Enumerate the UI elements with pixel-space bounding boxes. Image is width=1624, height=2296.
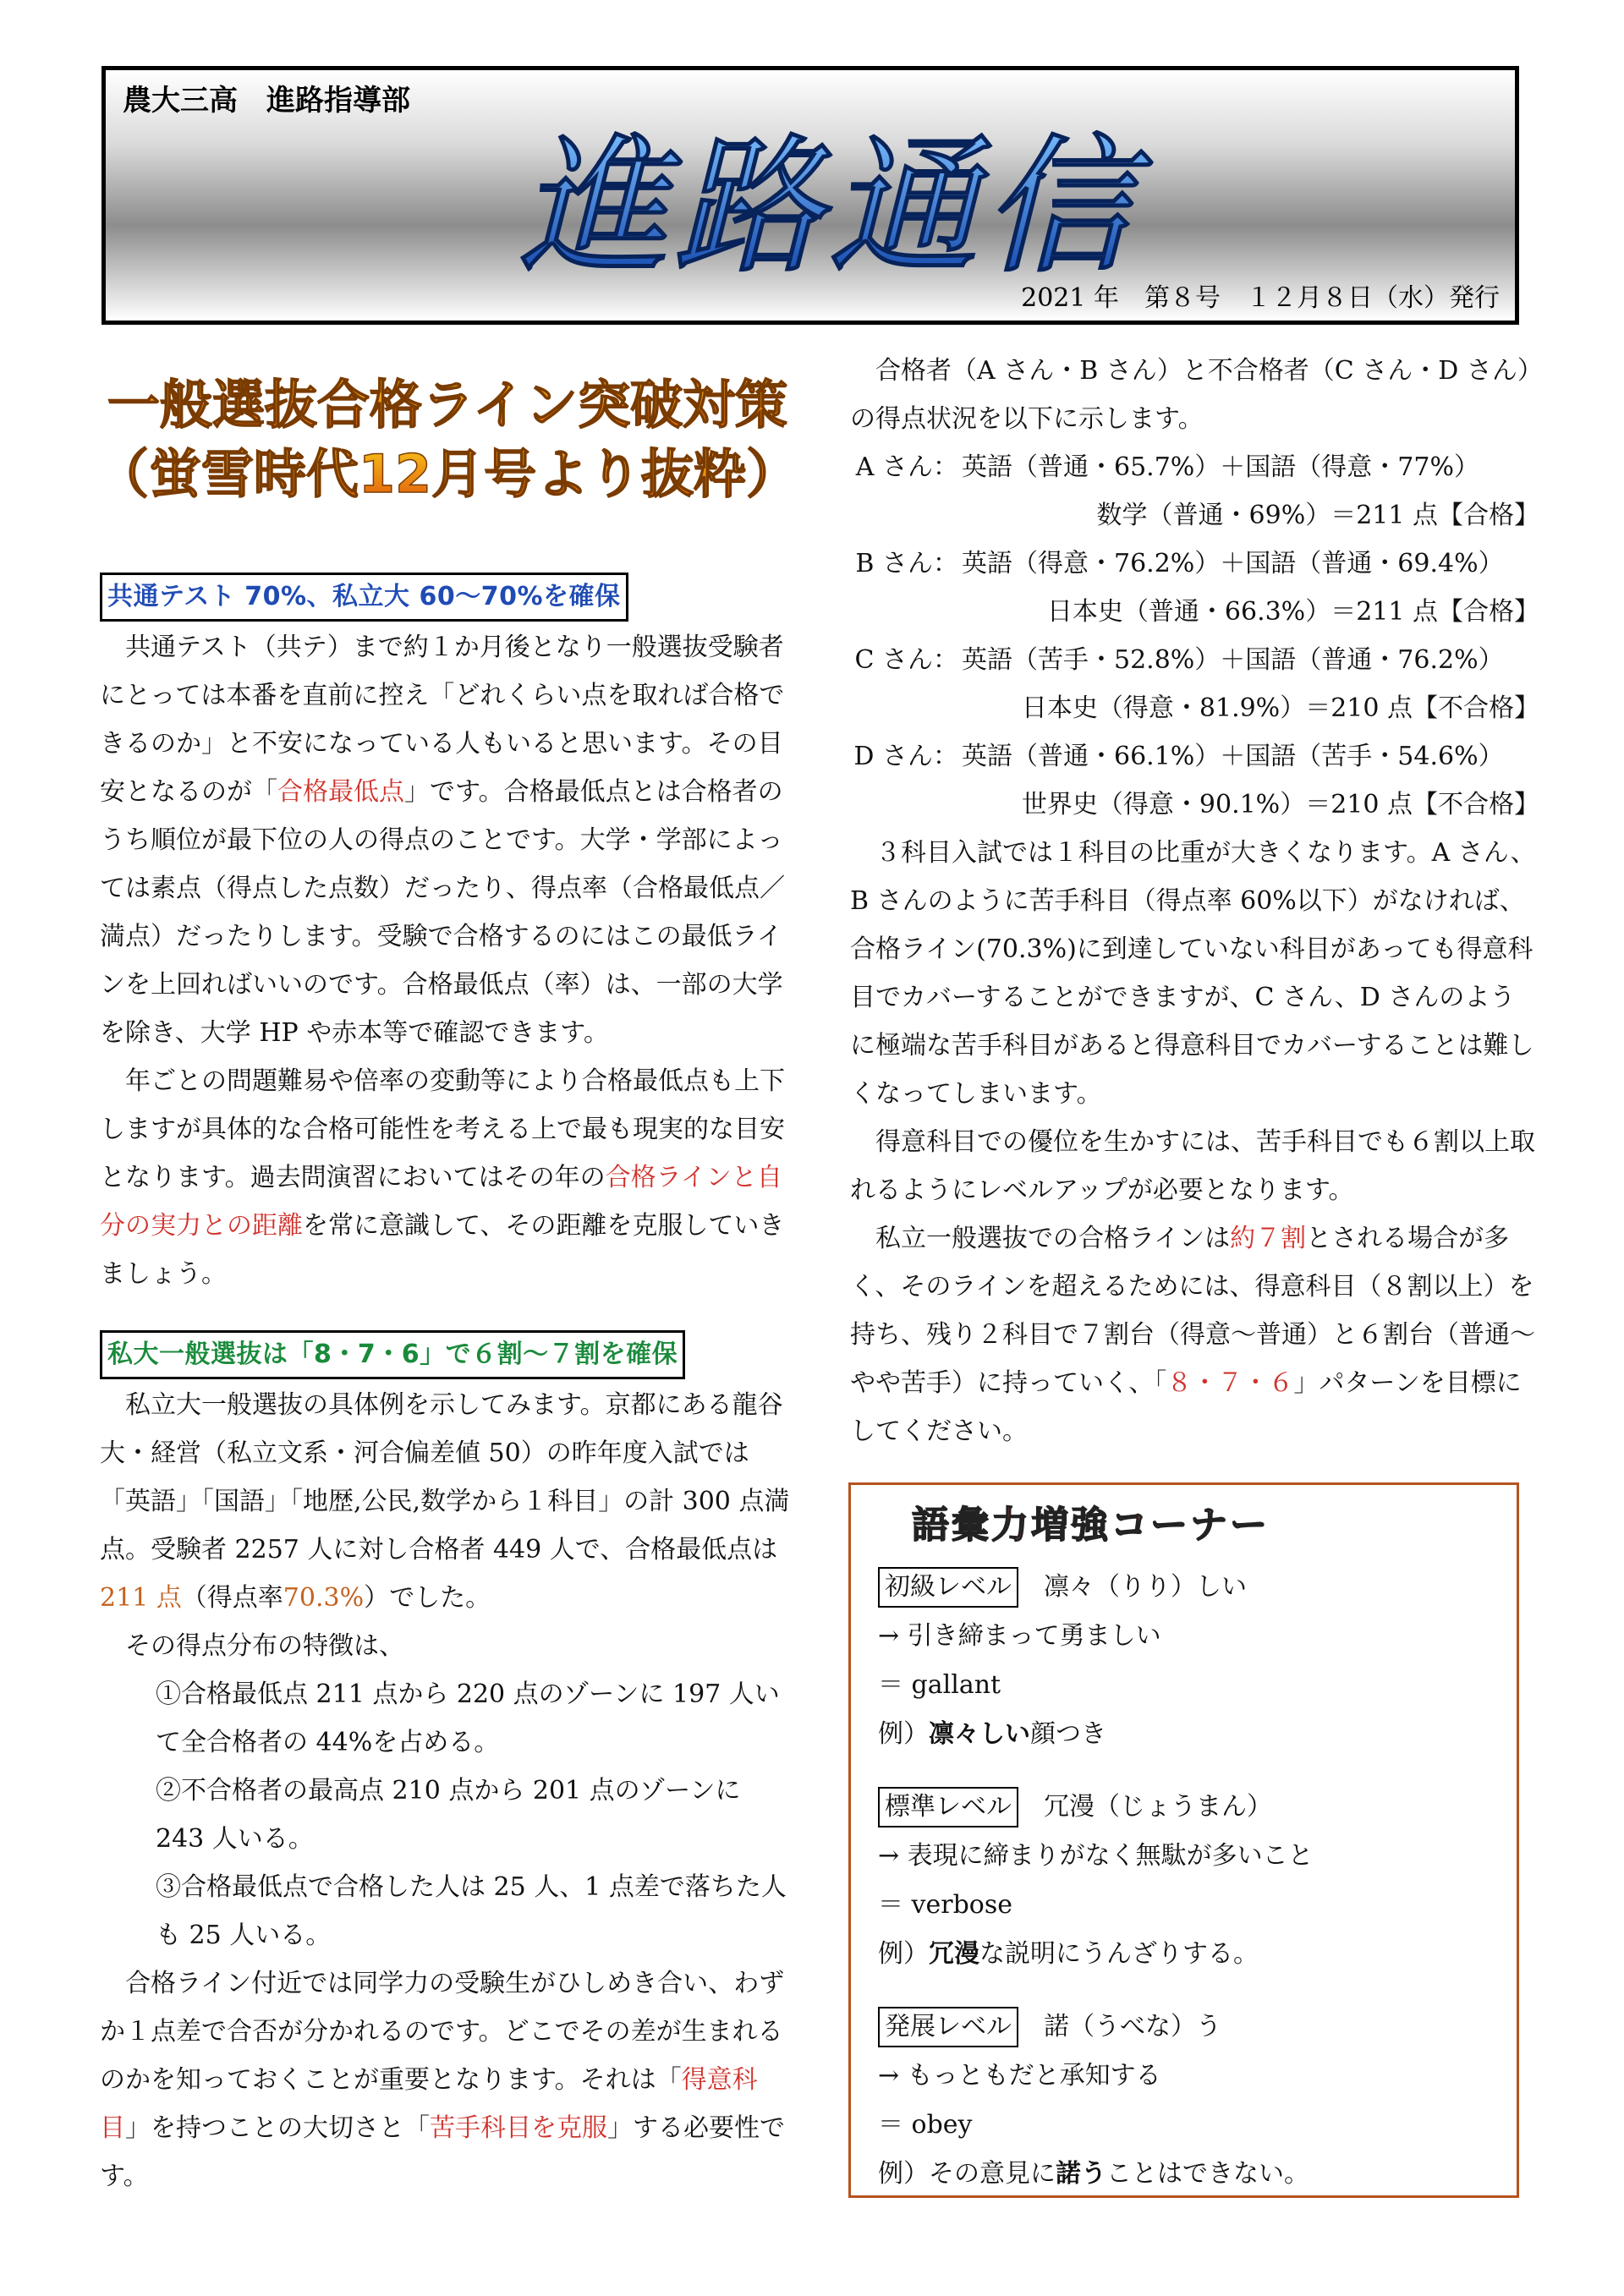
- right-paragraph3: 私立一般選抜での合格ラインは約７割とされる場合が多く、そのラインを超えるためには、得意科目（８割以上）を持ち、残り２科目で７割台（得意～普通）と６割台（普通～やや苦手）に持っていく、「８・７・６」パターンを目標にしてください。: [850, 1224, 1535, 1446]
- section2-heading: 私大一般選抜は「8・7・6」で６割～７割を確保: [100, 1330, 685, 1379]
- vocab-example: 例）凛々しい顔つき: [878, 1719, 1106, 1749]
- section2-paragraph1: 私立大一般選抜の具体例を示してみます。京都にある龍谷大・経営（私立文系・河合偏差値 50）の昨年度入試では「英語」「国語」「地歴,公民,数学から１科目」の計 300 点満点。受験者 2257 人に対し合格者 449 人で、合格最低点は211 点（得点率70.3%）でした。: [100, 1390, 790, 1613]
- case-c: C さん： 英語（苦手・52.8%）＋国語（普通・76.2%） 日本史（得意・81.9%）＝210 点【不合格】: [854, 645, 1539, 723]
- right-intro: 合格者（A さん・B さん）と不合格者（C さん・D さん）の得点状況を以下に示します。: [850, 356, 1530, 434]
- masthead-banner: [102, 66, 1519, 325]
- vocab-body: [878, 1563, 1314, 2222]
- case-a: A さん： 英語（普通・65.7%）＋国語（得意・77%） 数学（普通・69%）＝211 点【合格】: [855, 452, 1539, 530]
- masthead-title: [406, 114, 1252, 292]
- highlight-minimum-score: 合格最低点: [277, 777, 404, 807]
- level-badge: 標準レベル: [878, 1787, 1018, 1827]
- left-column: [96, 355, 798, 2200]
- feature-title: [96, 355, 798, 524]
- issue-info: 2021 年 第８号 １２月８日（水）発行: [1021, 283, 1500, 313]
- section1-heading: 共通テスト 70%、私立大 60～70%を確保: [100, 573, 628, 622]
- org-name: 農大三高 進路指導部: [123, 84, 410, 118]
- vocab-corner: [848, 1482, 1519, 2198]
- case-b: B さん： 英語（得意・76.2%）＋国語（普通・69.4%） 日本史（普通・66.3%）＝211 点【合格】: [855, 549, 1539, 627]
- vocab-example: 例）冗漫な説明にうんざりする。: [878, 1939, 1259, 1969]
- vocab-group-standard: [878, 1783, 1314, 1979]
- vocab-english: ＝ obey: [878, 2110, 973, 2140]
- masthead-text: 進路通信: [519, 122, 1138, 292]
- vocab-example: 例）その意見に諾うことはできない。: [878, 2159, 1309, 2189]
- vocab-meaning: → 引き締まって勇ましい: [878, 1621, 1161, 1651]
- highlight-distance: 合格ラインと自分の実力との距離: [100, 1163, 782, 1241]
- section2-paragraph3: 合格ライン付近では同学力の受験生がひしめき合い、わずか１点差で合否が分かれるのです。どこでその差が生まれるのかを知っておくことが重要となります。それは「得意科目」を持つことの大切さと「苦手科目を克服」する必要性です。: [100, 1969, 785, 2191]
- vocab-word: 冗漫（じょうまん）: [1044, 1792, 1272, 1822]
- right-paragraph1: ３科目入試では１科目の比重が大きくなります。A さん、B さんのように苦手科目（得点率 60%以下）がなければ、合格ライン(70.3%)に到達していない科目があっても得意科目でカバーすることができますが、C さん、D さんのように極端な苦手科目があると得意科目でカバーすることは難しくなってしまいます。: [850, 838, 1536, 1109]
- list-item: ②不合格者の最高点 210 点から 201 点のゾーンに 243 人いる。: [156, 1776, 741, 1854]
- right-paragraph2: 得意科目での優位を生かすには、苦手科目でも６割以上取れるようにレベルアップが必要となります。: [850, 1127, 1535, 1205]
- section1-paragraph1: 共通テスト（共テ）まで約１か月後となり一般選抜受験者にとっては本番を直前に控え「どれくらい点を取れば合格できるのか」と不安になっている人もいると思います。その目安となるのが「合格最低点」です。合格最低点とは合格者のうち順位が最下位の人の得点のことです。大学・学部によっては素点（得点した点数）だったり、得点率（合格最低点／満点）だったりします。受験で合格するのにはこの最低ラインを上回ればいいのです。合格最低点（率）は、一部の大学を除き、大学 HP や赤本等で確認できます。: [100, 633, 785, 1048]
- vocab-title: [903, 1497, 1343, 1548]
- vocab-meaning: → もっともだと承知する: [878, 2061, 1161, 2091]
- feature-title-line1: 一般選抜合格ライン突破対策: [107, 374, 788, 436]
- level-badge: 発展レベル: [878, 2007, 1018, 2047]
- vocab-english: ＝ verbose: [878, 1890, 1012, 1920]
- case-d: D さん： 英語（普通・66.1%）＋国語（苦手・54.6%） 世界史（得意・90.1%）＝210 点【不合格】: [853, 742, 1539, 819]
- vocab-english: ＝ gallant: [878, 1670, 1001, 1700]
- right-column: [850, 347, 1539, 1455]
- vocab-meaning: → 表現に締まりがなく無駄が多いこと: [878, 1841, 1314, 1871]
- feature-title-line2: （蛍雪時代12月号より抜粋）: [96, 443, 798, 505]
- vocab-word: 諾（うべな）う: [1044, 2012, 1221, 2041]
- section2-paragraph2: その得点分布の特徴は、: [125, 1631, 404, 1661]
- list-item: ③合格最低点で合格した人は 25 人、1 点差で落ちた人も 25 人いる。: [156, 1872, 787, 1950]
- vocab-word: 凛々（りり）しい: [1044, 1572, 1247, 1602]
- list-item: ①合格最低点 211 点から 220 点のゾーンに 197 人いて全合格者の 44%を占める。: [156, 1680, 780, 1757]
- level-badge: 初級レベル: [878, 1567, 1018, 1608]
- section1-paragraph2: 年ごとの問題難易や倍率の変動等により合格最低点も上下しますが具体的な合格可能性を考える上で最も現実的な目安となります。過去問演習においてはその年の合格ラインと自分の実力との距離を常に意識して、その距離を克服していきましょう。: [100, 1066, 785, 1289]
- vocab-group-beginner: [878, 1563, 1314, 1759]
- svg-text:語彙力増強コーナー: 語彙力増強コーナー: [912, 1504, 1270, 1547]
- vocab-group-advanced: [878, 2003, 1314, 2199]
